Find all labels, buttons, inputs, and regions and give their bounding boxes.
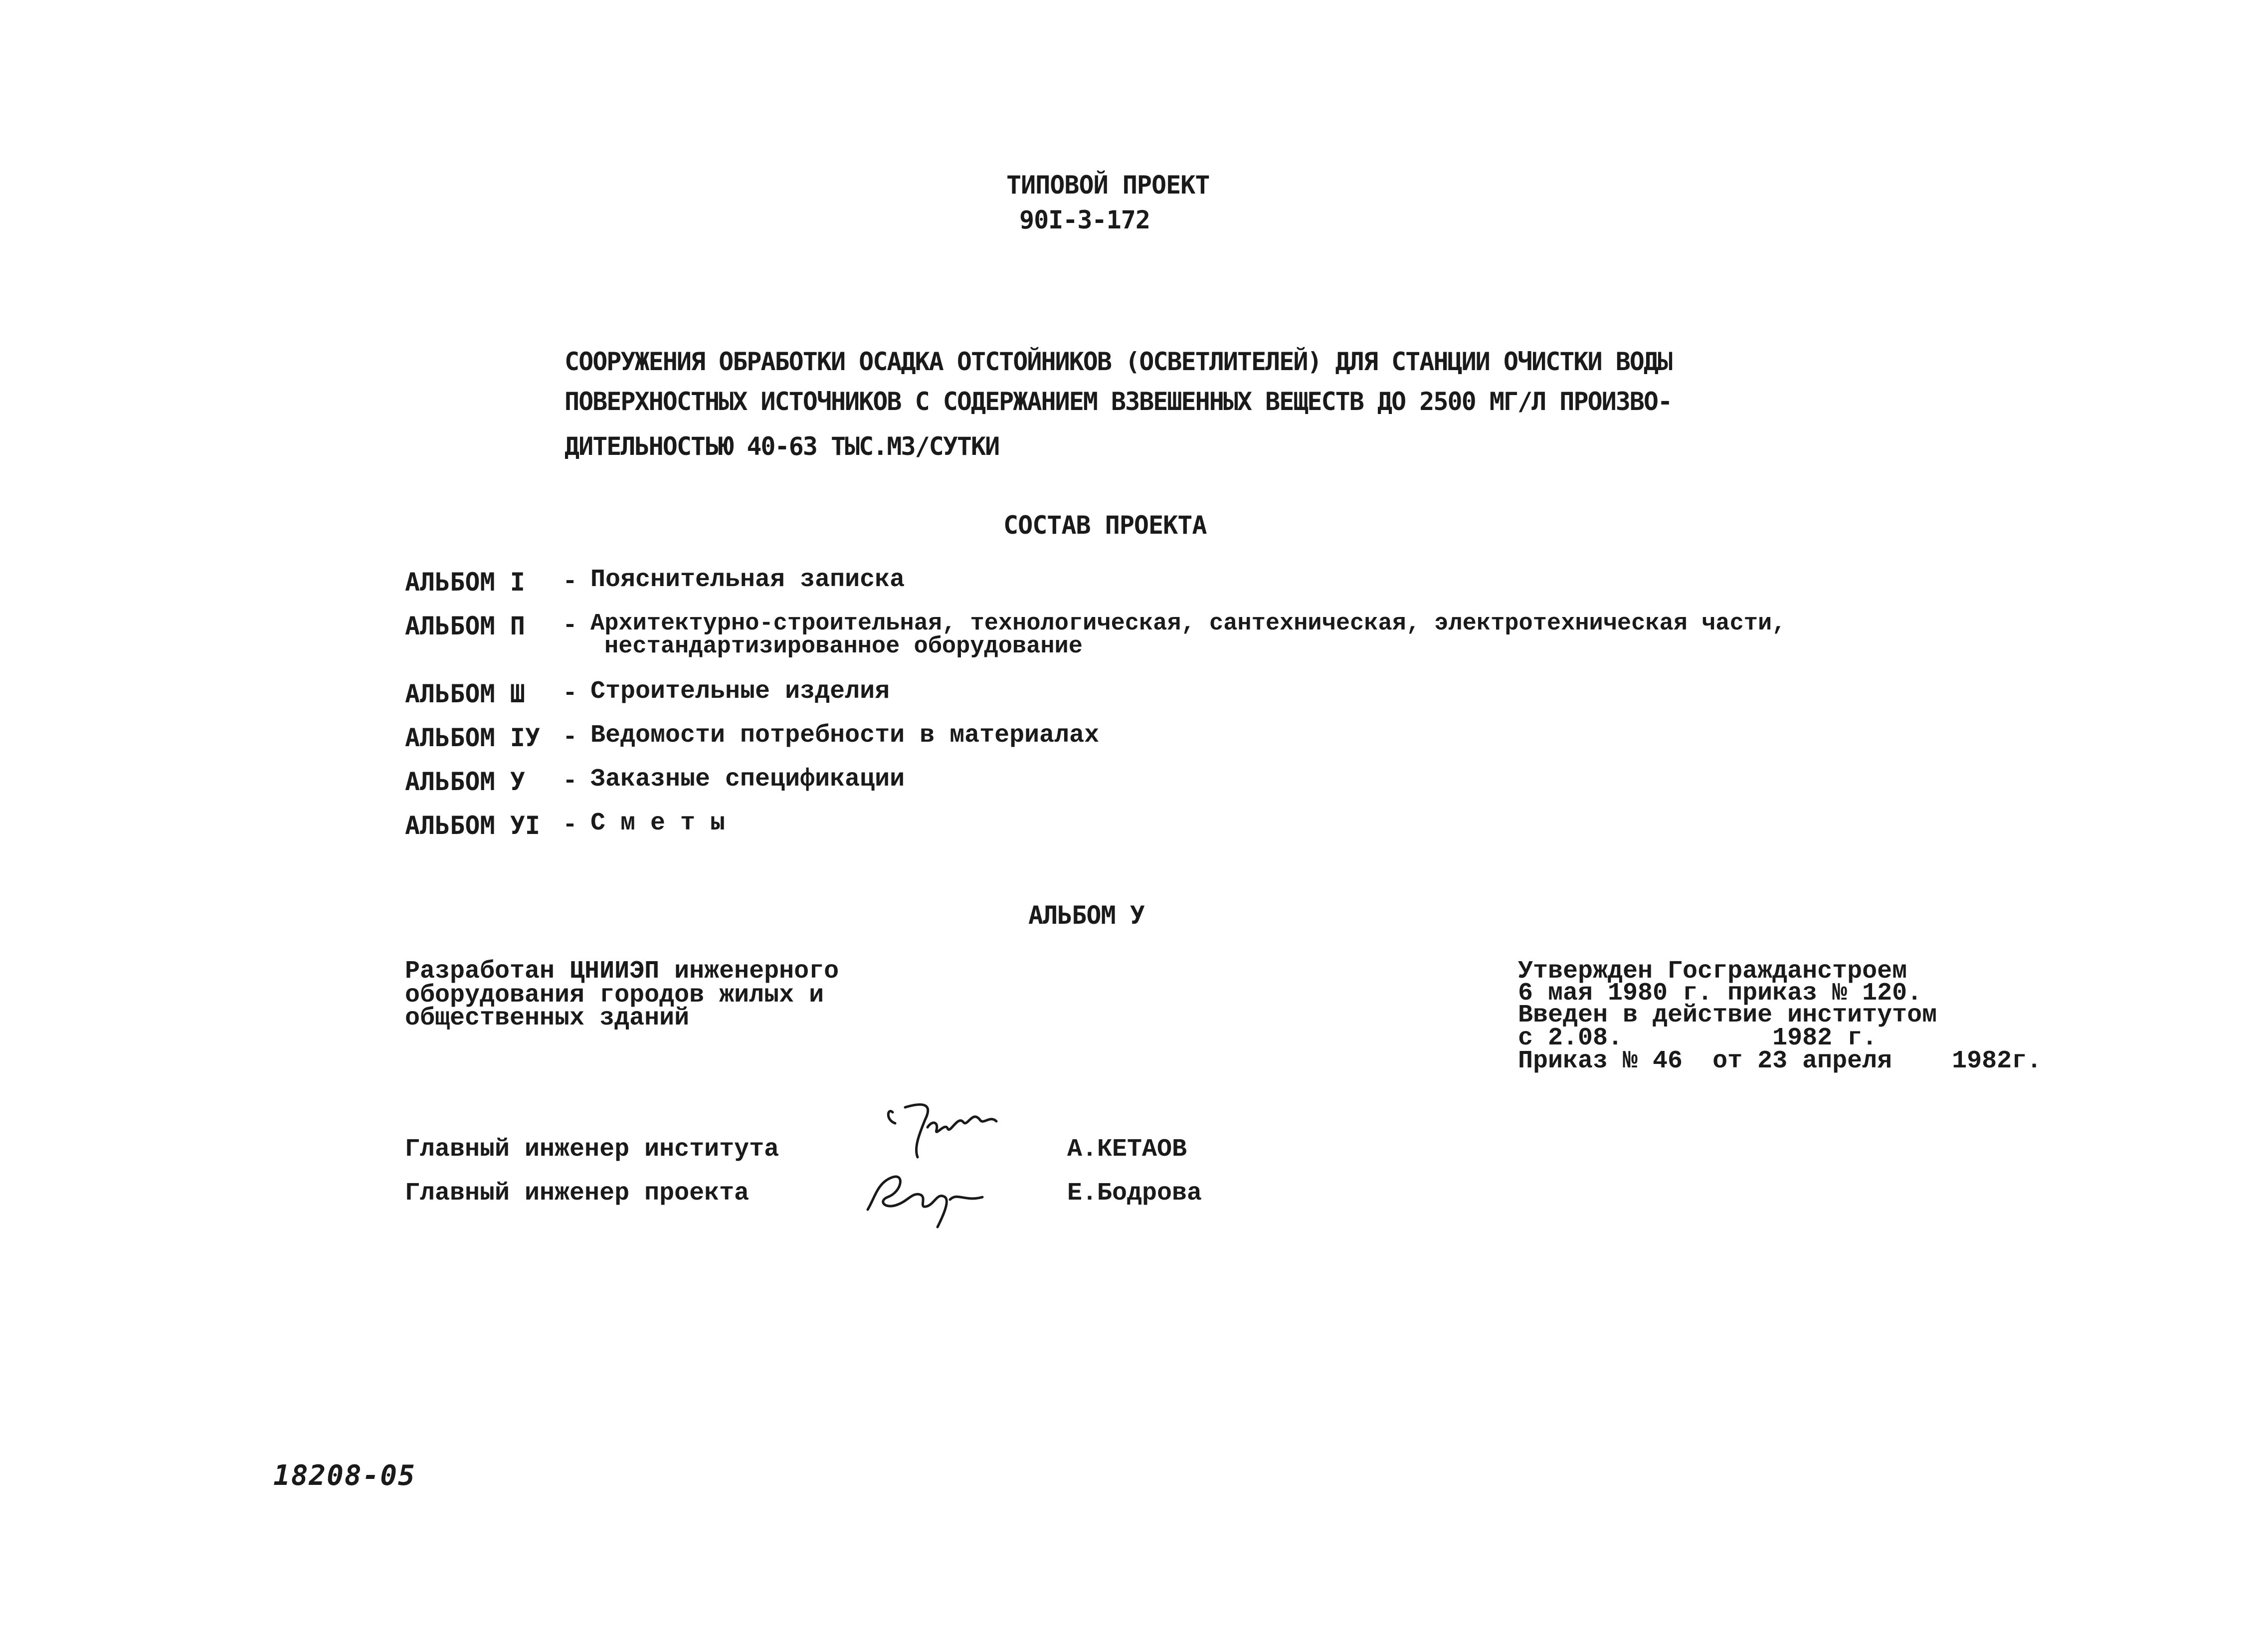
signature-role-1: Главный инженер института xyxy=(405,1135,779,1164)
title-line-3: ДИТЕЛЬНОСТЬЮ 40-63 ТЫС.М3/СУТКИ xyxy=(565,432,999,461)
album-4-title: Ведомости потребности в материалах xyxy=(590,721,1100,750)
album-2-title-line-2: нестандартизированное оборудование xyxy=(604,633,1083,660)
current-album: АЛЬБОМ У xyxy=(1028,901,1144,930)
handwritten-signature-1 xyxy=(878,1092,1027,1167)
approval-line-1: Утвержден Госгражданстроем xyxy=(1518,957,1907,986)
composition-heading: СОСТАВ ПРОЕКТА xyxy=(1003,511,1207,540)
project-type: ТИПОВОЙ ПРОЕКТ xyxy=(1006,171,1210,200)
album-5-code: АЛЬБОМ У xyxy=(405,767,525,796)
album-5-title: Заказные спецификации xyxy=(590,765,905,794)
title-line-1: СООРУЖЕНИЯ ОБРАБОТКИ ОСАДКА ОТСТОЙНИКОВ (ОСВЕТЛИТЕЛЕЙ) ДЛЯ СТАНЦИИ ОЧИСТКИ ВОДЫ xyxy=(565,347,1672,376)
project-number: 90I-3-172 xyxy=(1019,206,1150,234)
album-4-dash: - xyxy=(563,723,578,752)
approval-line-4: с 2.08. 1982 г. xyxy=(1518,1024,1878,1052)
album-3-dash: - xyxy=(563,679,578,708)
developer-line-3: общественных зданий xyxy=(405,1004,690,1032)
handwritten-signature-2 xyxy=(858,1162,1007,1237)
developer-line-1: Разработан ЦНИИЭП инженерного xyxy=(405,957,839,986)
album-6-code: АЛЬБОМ УI xyxy=(405,811,540,840)
album-1-title: Пояснительная записка xyxy=(590,566,905,594)
album-2-code: АЛЬБОМ П xyxy=(405,612,525,640)
album-1-code: АЛЬБОМ I xyxy=(405,568,525,597)
album-3-title: Строительные изделия xyxy=(590,677,890,706)
approval-line-3: Введен в действие институтом xyxy=(1518,1001,1937,1030)
signature-name-1: А.КЕТАОВ xyxy=(1067,1135,1187,1164)
approval-line-2: 6 мая 1980 г. приказ № 120. xyxy=(1518,979,1922,1008)
album-6-title: С м е т ы xyxy=(590,809,726,837)
archive-stamp-number: 18208-05 xyxy=(273,1459,416,1492)
developer-line-2: оборудования городов жилых и xyxy=(405,981,824,1010)
album-6-dash: - xyxy=(563,811,578,839)
album-2-title-line-1: Архитектурно-строительная, технологическая, сантехническая, электротехническая части, xyxy=(590,611,1786,637)
approval-line-5: Приказ № 46 от 23 апреля 1982г. xyxy=(1518,1047,2042,1075)
signature-name-2: Е.Бодрова xyxy=(1067,1179,1202,1208)
album-4-code: АЛЬБОМ IУ xyxy=(405,723,540,752)
album-2-dash: - xyxy=(563,612,578,640)
title-line-2: ПОВЕРХНОСТНЫХ ИСТОЧНИКОВ С СОДЕРЖАНИЕМ ВЗВЕШЕННЫХ ВЕЩЕСТВ ДО 2500 МГ/Л ПРОИЗВО- xyxy=(565,387,1672,416)
album-1-dash: - xyxy=(563,568,578,596)
signature-role-2: Главный инженер проекта xyxy=(405,1179,750,1208)
album-3-code: АЛЬБОМ Ш xyxy=(405,679,525,708)
album-5-dash: - xyxy=(563,767,578,796)
